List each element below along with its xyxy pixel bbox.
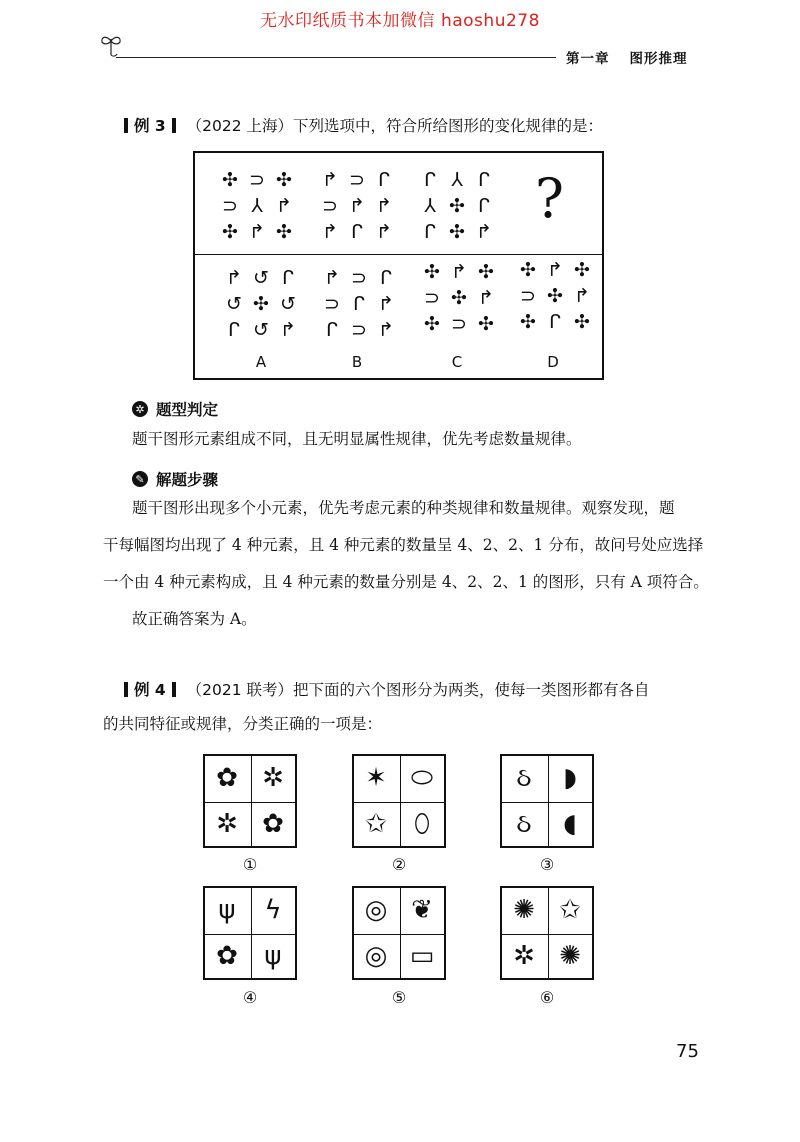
stem-symbol: ᒋ (378, 169, 390, 191)
option-symbol: ↱ (378, 319, 394, 341)
stem-symbol: ⊃ (222, 195, 238, 217)
figure-5[interactable] (352, 886, 446, 980)
stem-symbol: ↱ (476, 221, 492, 243)
option-symbol: ✣ (574, 259, 590, 281)
figure-label-5: ⑤ (391, 988, 407, 1007)
option-symbol: ✣ (478, 313, 494, 335)
stem-symbol: ↱ (376, 221, 392, 243)
type-heading (132, 398, 218, 420)
option-symbol: ↱ (280, 319, 296, 341)
stem-symbol: ↱ (276, 195, 292, 217)
stem-symbol: ↱ (322, 221, 338, 243)
option-symbol: ↱ (324, 267, 340, 289)
figure-label-1: ① (242, 855, 258, 874)
option-symbol: ↺ (226, 293, 242, 315)
stem-symbol: ↱ (349, 195, 365, 217)
stem-symbol: ᒋ (424, 169, 436, 191)
header-rule (116, 57, 556, 58)
stem-symbol: ᒋ (478, 169, 490, 191)
figure-6[interactable] (500, 886, 594, 980)
figure-shape: ✿ (216, 941, 238, 971)
option-symbol: ⊃ (351, 267, 367, 289)
example3-puzzle (193, 151, 604, 380)
bar-mark (172, 118, 176, 133)
stem-symbol: ↱ (376, 195, 392, 217)
stem-symbol: ✣ (276, 221, 292, 243)
steps-heading (132, 468, 218, 490)
option-symbol: ✣ (424, 313, 440, 335)
pencil-icon: ✎ (132, 471, 148, 487)
bar-mark (172, 682, 176, 697)
option-symbol: ⊃ (351, 319, 367, 341)
example4-label: 例 4 (134, 681, 166, 699)
stem-symbol: ᒋ (478, 195, 490, 217)
figure-shape: ▭ (409, 941, 435, 971)
figure-3[interactable] (500, 754, 594, 848)
type-text: 题干图形元素组成不同，且无明显属性规律，优先考虑数量规律。 (132, 430, 582, 448)
option-symbol: ↱ (574, 285, 590, 307)
figure-shape: ઠ (516, 809, 532, 839)
option-symbol: ᒋ (380, 267, 392, 289)
figure-shape: ✿ (262, 809, 284, 839)
type-heading-text: 题型判定 (156, 401, 219, 419)
figure-shape: ✲ (262, 763, 284, 793)
option-symbol: ✣ (478, 261, 494, 283)
figure-1[interactable] (203, 754, 297, 848)
stem-symbol: ✣ (449, 195, 465, 217)
figure-shape: ◎ (364, 895, 388, 925)
stem-symbol: ✣ (276, 169, 292, 191)
option-symbol: ⊃ (324, 293, 340, 315)
stem-symbol: ↱ (249, 221, 265, 243)
stem-symbol: ᒋ (424, 221, 436, 243)
stem-symbol: ⊃ (322, 195, 338, 217)
figure-shape: ઠ (516, 763, 532, 793)
example4-question-line2: 的共同特征或规律，分类正确的一项是： (103, 715, 383, 733)
option-symbol: ᒋ (353, 293, 365, 315)
figure-shape: ✺ (559, 941, 581, 971)
option-figure-d[interactable] (515, 257, 595, 337)
figure-4[interactable] (203, 886, 297, 980)
option-symbol: ᒋ (282, 267, 294, 289)
figure-shape: ✩ (365, 809, 387, 839)
steps-line-2: 干每幅图均出现了 4 种元素，且 4 种元素的数量呈 4、2、2、1 分布，故问号处应选择 (103, 536, 704, 554)
option-label-c: C (451, 353, 463, 371)
stem-symbol: ᒋ (351, 221, 363, 243)
option-symbol: ↱ (478, 287, 494, 309)
option-symbol: ✣ (253, 293, 269, 315)
option-symbol: ✣ (520, 259, 536, 281)
option-figure-a[interactable] (221, 265, 301, 345)
figure-shape: ❦ (411, 895, 433, 925)
example4-question (124, 678, 650, 700)
stem-symbol: ⅄ (424, 195, 436, 217)
figure-label-6: ⑥ (539, 988, 555, 1007)
option-symbol: ↱ (451, 261, 467, 283)
figure-shape: ✩ (559, 895, 581, 925)
option-figure-b[interactable] (319, 265, 399, 345)
stem-symbol: ⊃ (249, 169, 265, 191)
option-symbol: ᒋ (228, 319, 240, 341)
option-symbol: ᒋ (326, 319, 338, 341)
figure-2[interactable] (352, 754, 446, 848)
figure-shape: ψ (264, 941, 282, 971)
option-figure-c[interactable] (419, 259, 499, 339)
bar-mark (124, 682, 128, 697)
figure-shape: ✿ (216, 763, 238, 793)
option-label-b: B (351, 353, 363, 371)
figure-shape: ϟ (264, 895, 282, 925)
stem-figure-2 (317, 167, 397, 247)
stem-symbol: ✣ (222, 221, 238, 243)
example3-question (124, 114, 603, 136)
option-symbol: ✣ (520, 311, 536, 333)
stem-figure-3 (417, 167, 497, 247)
section-title: 图形推理 (629, 51, 688, 67)
option-symbol: ✣ (451, 287, 467, 309)
stem-figure-1 (217, 167, 297, 247)
option-symbol: ✣ (424, 261, 440, 283)
steps-line-4: 故正确答案为 A。 (132, 610, 257, 628)
figure-shape: ✺ (513, 895, 535, 925)
figure-shape: ⬭ (410, 763, 434, 793)
stem-symbol: ⊃ (349, 169, 365, 191)
option-symbol: ↺ (253, 267, 269, 289)
option-symbol: ↱ (547, 259, 563, 281)
figure-shape: ⬯ (413, 809, 431, 839)
steps-line-1: 题干图形出现多个小元素，优先考虑元素的种类规律和数量规律。观察发现，题 (132, 499, 675, 517)
option-label-d: D (547, 353, 559, 371)
option-symbol: ✣ (547, 285, 563, 307)
figure-label-3: ③ (539, 855, 555, 874)
example4-source: （2021 联考） (186, 681, 293, 699)
option-symbol: ✣ (574, 311, 590, 333)
bar-mark (124, 118, 128, 133)
option-symbol: ⊃ (520, 285, 536, 307)
example3-question-text: 下列选项中，符合所给图形的变化规律的是： (293, 117, 604, 135)
option-symbol: ↺ (280, 293, 296, 315)
stem-symbol: ✣ (222, 169, 238, 191)
figure-shape: ✲ (216, 809, 238, 839)
figure-shape: ◎ (364, 941, 388, 971)
option-symbol: ⊃ (451, 313, 467, 335)
stem-symbol: ⅄ (451, 169, 463, 191)
option-symbol: ↱ (226, 267, 242, 289)
figure-label-2: ② (391, 855, 407, 874)
figure-shape: ✲ (513, 941, 535, 971)
steps-heading-text: 解题步骤 (156, 471, 219, 489)
stem-symbol: ✣ (449, 221, 465, 243)
figure-shape: ◗ (563, 763, 577, 793)
figure-shape: ✶ (365, 763, 387, 793)
running-header (566, 47, 688, 67)
option-symbol: ↱ (378, 293, 394, 315)
chapter-title: 第一章 (566, 51, 610, 67)
question-mark: ? (535, 167, 564, 230)
figure-shape: ψ (218, 895, 236, 925)
watermark-text: 无水印纸质书本加微信 haoshu278 (260, 11, 540, 31)
example3-source: （2022 上海） (186, 117, 293, 135)
option-symbol: ⊃ (424, 287, 440, 309)
option-label-a: A (255, 353, 267, 371)
figure-shape: ◖ (563, 809, 577, 839)
option-symbol: ᒋ (549, 311, 561, 333)
puzzle-divider (195, 254, 602, 255)
page-number: 75 (676, 1041, 699, 1062)
steps-line-3: 一个由 4 种元素构成，且 4 种元素的数量分别是 4、2、2、1 的图形，只有 A 项符合。 (103, 573, 709, 591)
stem-symbol: ⅄ (251, 195, 263, 217)
option-symbol: ↺ (253, 319, 269, 341)
stem-symbol: ↱ (322, 169, 338, 191)
figure-label-4: ④ (242, 988, 258, 1007)
example3-label: 例 3 (134, 117, 166, 135)
example4-question-line1: 把下面的六个图形分为两类，使每一类图形都有各自 (293, 681, 650, 699)
gear-icon: ✲ (132, 401, 148, 417)
